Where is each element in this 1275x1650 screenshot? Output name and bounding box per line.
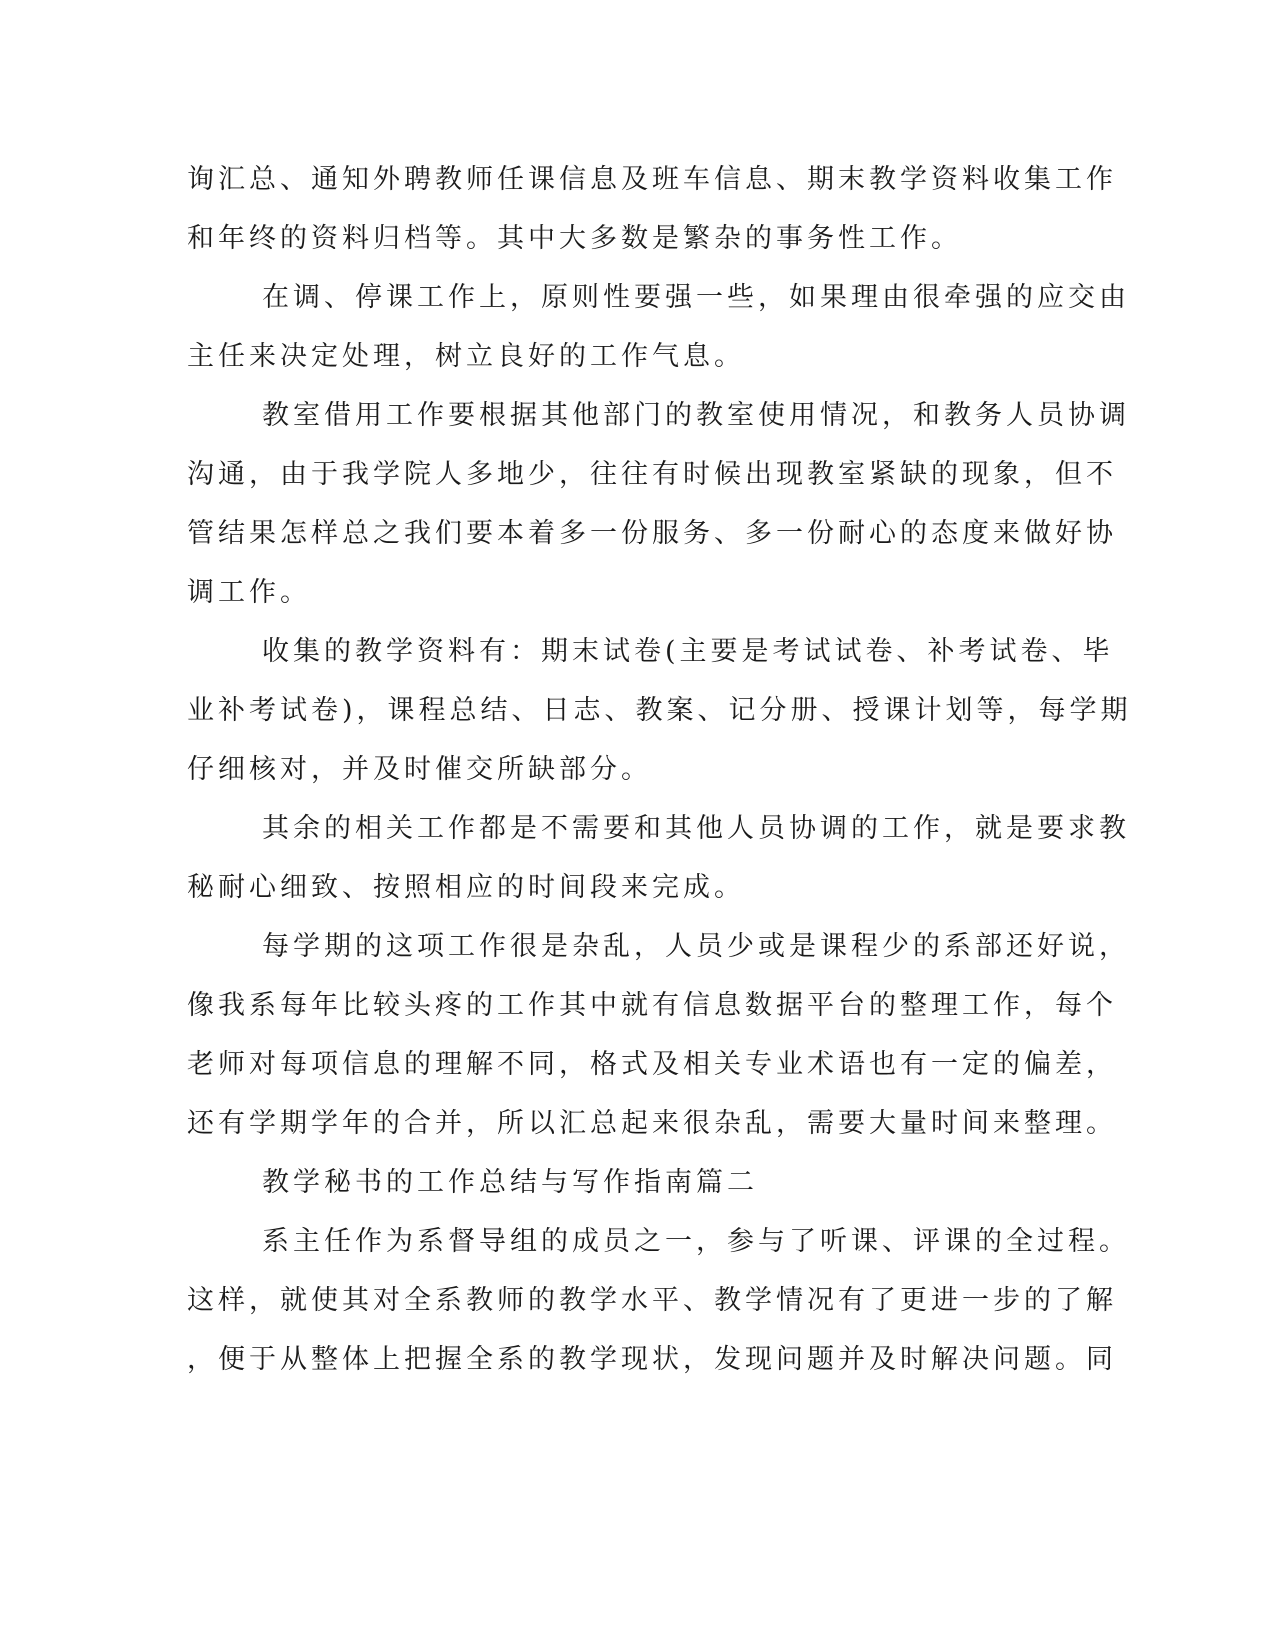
paragraph-start-line: 每学期的这项工作很是杂乱，人员少或是课程少的系部还好说，	[262, 931, 1130, 962]
text-line: ，便于从整体上把握全系的教学现状，发现问题并及时解决问题。同	[187, 1344, 1117, 1375]
text-line: 业补考试卷)，课程总结、日志、教案、记分册、授课计划等，每学期	[187, 695, 1132, 726]
text-line: 仔细核对，并及时催交所缺部分。	[187, 754, 652, 785]
text-line: 和年终的资料归档等。其中大多数是繁杂的事务性工作。	[187, 223, 962, 254]
text-line: 秘耐心细致、按照相应的时间段来完成。	[187, 872, 745, 903]
text-line: 老师对每项信息的理解不同，格式及相关专业术语也有一定的偏差，	[187, 1049, 1117, 1080]
text-line: 管结果怎样总之我们要本着多一份服务、多一份耐心的态度来做好协	[187, 518, 1117, 549]
section-heading: 教学秘书的工作总结与写作指南篇二	[262, 1167, 758, 1198]
text-line: 这样，就使其对全系教师的教学水平、教学情况有了更进一步的了解	[187, 1285, 1117, 1316]
paragraph-start-line: 在调、停课工作上，原则性要强一些，如果理由很牵强的应交由	[262, 282, 1130, 313]
text-line: 询汇总、通知外聘教师任课信息及班车信息、期末教学资料收集工作	[187, 164, 1117, 195]
text-line: 主任来决定处理，树立良好的工作气息。	[187, 341, 745, 372]
text-line: 沟通，由于我学院人多地少，往往有时候出现教室紧缺的现象，但不	[187, 459, 1117, 490]
text-line: 调工作。	[187, 577, 311, 608]
paragraph-start-line: 收集的教学资料有：期末试卷(主要是考试试卷、补考试卷、毕	[262, 636, 1114, 667]
text-line: 还有学期学年的合并，所以汇总起来很杂乱，需要大量时间来整理。	[187, 1108, 1117, 1139]
text-line: 像我系每年比较头疼的工作其中就有信息数据平台的整理工作，每个	[187, 990, 1117, 1021]
paragraph-start-line: 系主任作为系督导组的成员之一，参与了听课、评课的全过程。	[262, 1226, 1130, 1257]
paragraph-start-line: 教室借用工作要根据其他部门的教室使用情况，和教务人员协调	[262, 400, 1130, 431]
paragraph-start-line: 其余的相关工作都是不需要和其他人员协调的工作，就是要求教	[262, 813, 1130, 844]
